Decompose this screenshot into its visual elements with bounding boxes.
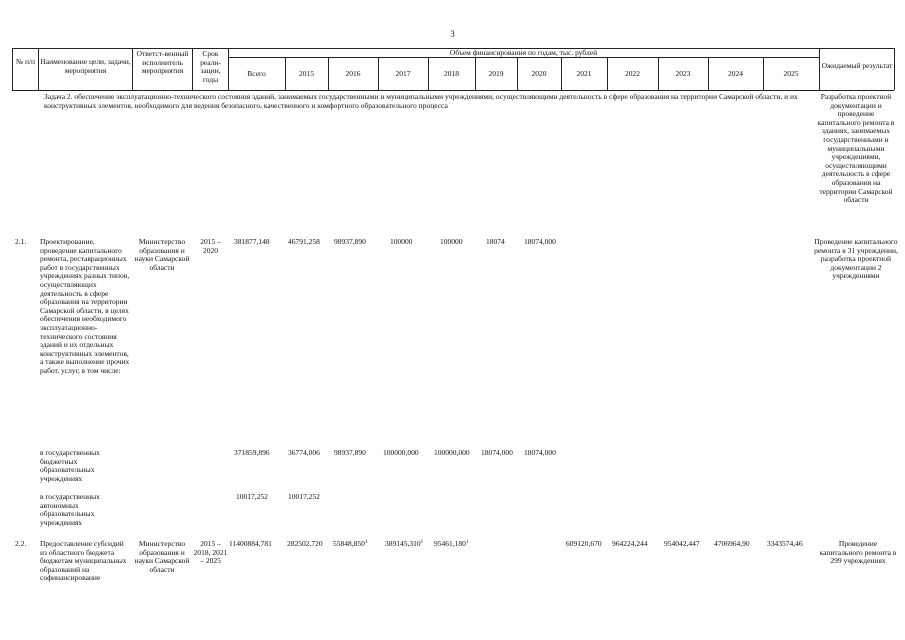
- row-2-2-2025: 3343574,46: [767, 539, 803, 548]
- task-2-result: Разработка проектной документации и проведение капитального ремонта в зданиях, занимаемых государственными и муниципальными учреждениями, осуществляющими деятельность в сфере образования на территории Самарской области: [817, 92, 895, 205]
- header-funding: Объем финансирования по годам, тыс. рублей: [449, 48, 598, 57]
- row-2-1-2019: 18074: [486, 237, 505, 246]
- row-2-1-responsible: Министерство образования и науки Самарской области: [134, 237, 190, 272]
- header-name: Наименование цели, задачи, мероприятия: [40, 57, 131, 75]
- header-responsible: Ответст-венный исполнитель мероприятия: [136, 49, 189, 75]
- footnote-mark: 1: [465, 540, 469, 545]
- row-2-1-num: 2.1.: [15, 237, 27, 246]
- row-sub1-2017: 100000,000: [383, 448, 419, 457]
- header-year-2015: 2015: [299, 69, 314, 78]
- row-2-2-2018: [434, 540, 468, 549]
- row-sub1-2018: 100000,000: [434, 448, 470, 457]
- header-result: Ожидаемый результат: [821, 61, 893, 70]
- row-2-1-name: Проектирование, проведение капитального ремонта, реставрационных работ в государственных учреждениях разных типов, осуществляющих деятельность в сфере образования на территории Самарской области, в целях обеспечения необходимого эксплуатационно-технического состояния зданий и их отдельных конструктивных элементов, а также выполнение прочих работ, услуг, в том числе:: [40, 237, 130, 375]
- header-year-2025: 2025: [783, 69, 799, 78]
- row-2-2-term: 2015 – 2018, 2021 – 2025: [193, 539, 228, 566]
- row-sub2-2015: 10017,252: [288, 492, 320, 501]
- header-year-2019: 2019: [488, 69, 504, 78]
- header-year-2024: 2024: [728, 69, 743, 78]
- header-num: № п/п: [15, 57, 36, 66]
- row-2-2-name: Предоставление субсидий из областного бюджета бюджетам муниципальных образований на софинансирование: [40, 539, 127, 583]
- row-2-1-2016: 98937,890: [334, 237, 366, 246]
- row-2-1-2020: 18074,000: [524, 237, 556, 246]
- footnote-mark: 1: [364, 540, 368, 545]
- row-2-2-total: 11400884,781: [229, 539, 272, 548]
- row-2-2-num: 2.2.: [15, 539, 27, 548]
- row-2-2-2023: 954042,447: [664, 539, 700, 548]
- header-year-2016: 2016: [345, 69, 361, 78]
- row-sub1-name: в государственных бюджетных образовательных учреждениях: [40, 448, 100, 483]
- row-2-2-result: Проведение капитального ремонта в 299 учреждениях: [819, 539, 897, 566]
- row-2-2-2016-value: 55848,850: [333, 539, 365, 548]
- row-2-2-2017: [385, 540, 423, 549]
- row-sub2-total: 10017,252: [236, 492, 268, 501]
- row-2-1-term: 2015 – 2020: [200, 237, 221, 255]
- header-year-2017: 2017: [395, 69, 411, 78]
- row-sub1-total: 371859,896: [234, 448, 270, 457]
- row-2-2-2024: 4706964,90: [714, 539, 750, 548]
- row-sub1-2020: 18074,000: [524, 448, 556, 457]
- row-2-2-2015: 282502,720: [287, 539, 323, 548]
- row-sub1-2019: 18074,000: [481, 448, 513, 457]
- row-2-2-2018-value: 95461,180: [434, 539, 466, 548]
- row-sub2-name: в государственных автономных образовательных учреждениях: [40, 492, 100, 527]
- row-2-2-2016: [333, 540, 367, 549]
- row-2-2-responsible: Министерство образования и науки Самарской области: [134, 539, 190, 574]
- header-year-2023: 2023: [675, 69, 691, 78]
- row-2-1-2017: 100000: [390, 237, 413, 246]
- row-2-2-2022: 964224,244: [612, 539, 648, 548]
- row-2-2-2021: 609120,670: [566, 539, 602, 548]
- header-total: Всего: [247, 69, 266, 78]
- row-2-2-2017-value: 389145,310: [385, 539, 421, 548]
- footnote-mark: 1: [420, 540, 424, 545]
- header-year-2022: 2022: [625, 69, 640, 78]
- row-2-1-result: Проведение капитального ремонта в 31 учреждении, разработка проектной документации 2 учреждениями: [814, 237, 898, 281]
- row-2-1-total: 381877,148: [234, 237, 270, 246]
- row-sub1-2016: 98937,890: [334, 448, 366, 457]
- row-2-1-2018: 100000: [440, 237, 463, 246]
- page-number: 3: [450, 29, 455, 39]
- row-sub1-2015: 36774,006: [288, 448, 320, 457]
- row-2-1-2015: 46791,258: [288, 237, 320, 246]
- header-year-2021: 2021: [576, 69, 592, 78]
- header-year-2020: 2020: [531, 69, 547, 78]
- header-year-2018: 2018: [444, 69, 459, 78]
- task-2-text: Задача 2. обеспечение эксплуатационно-технического состояния зданий, занимаемых государственными и муниципальными учреждениями, осуществляющими деятельность в сфере образования на территории Самарской области, и их конструктивных элементов, необходимого для ведения безопасного, качественного и комфортного образовательного процесса: [44, 92, 798, 110]
- header-term: Срок реали-зации, годы: [200, 49, 221, 84]
